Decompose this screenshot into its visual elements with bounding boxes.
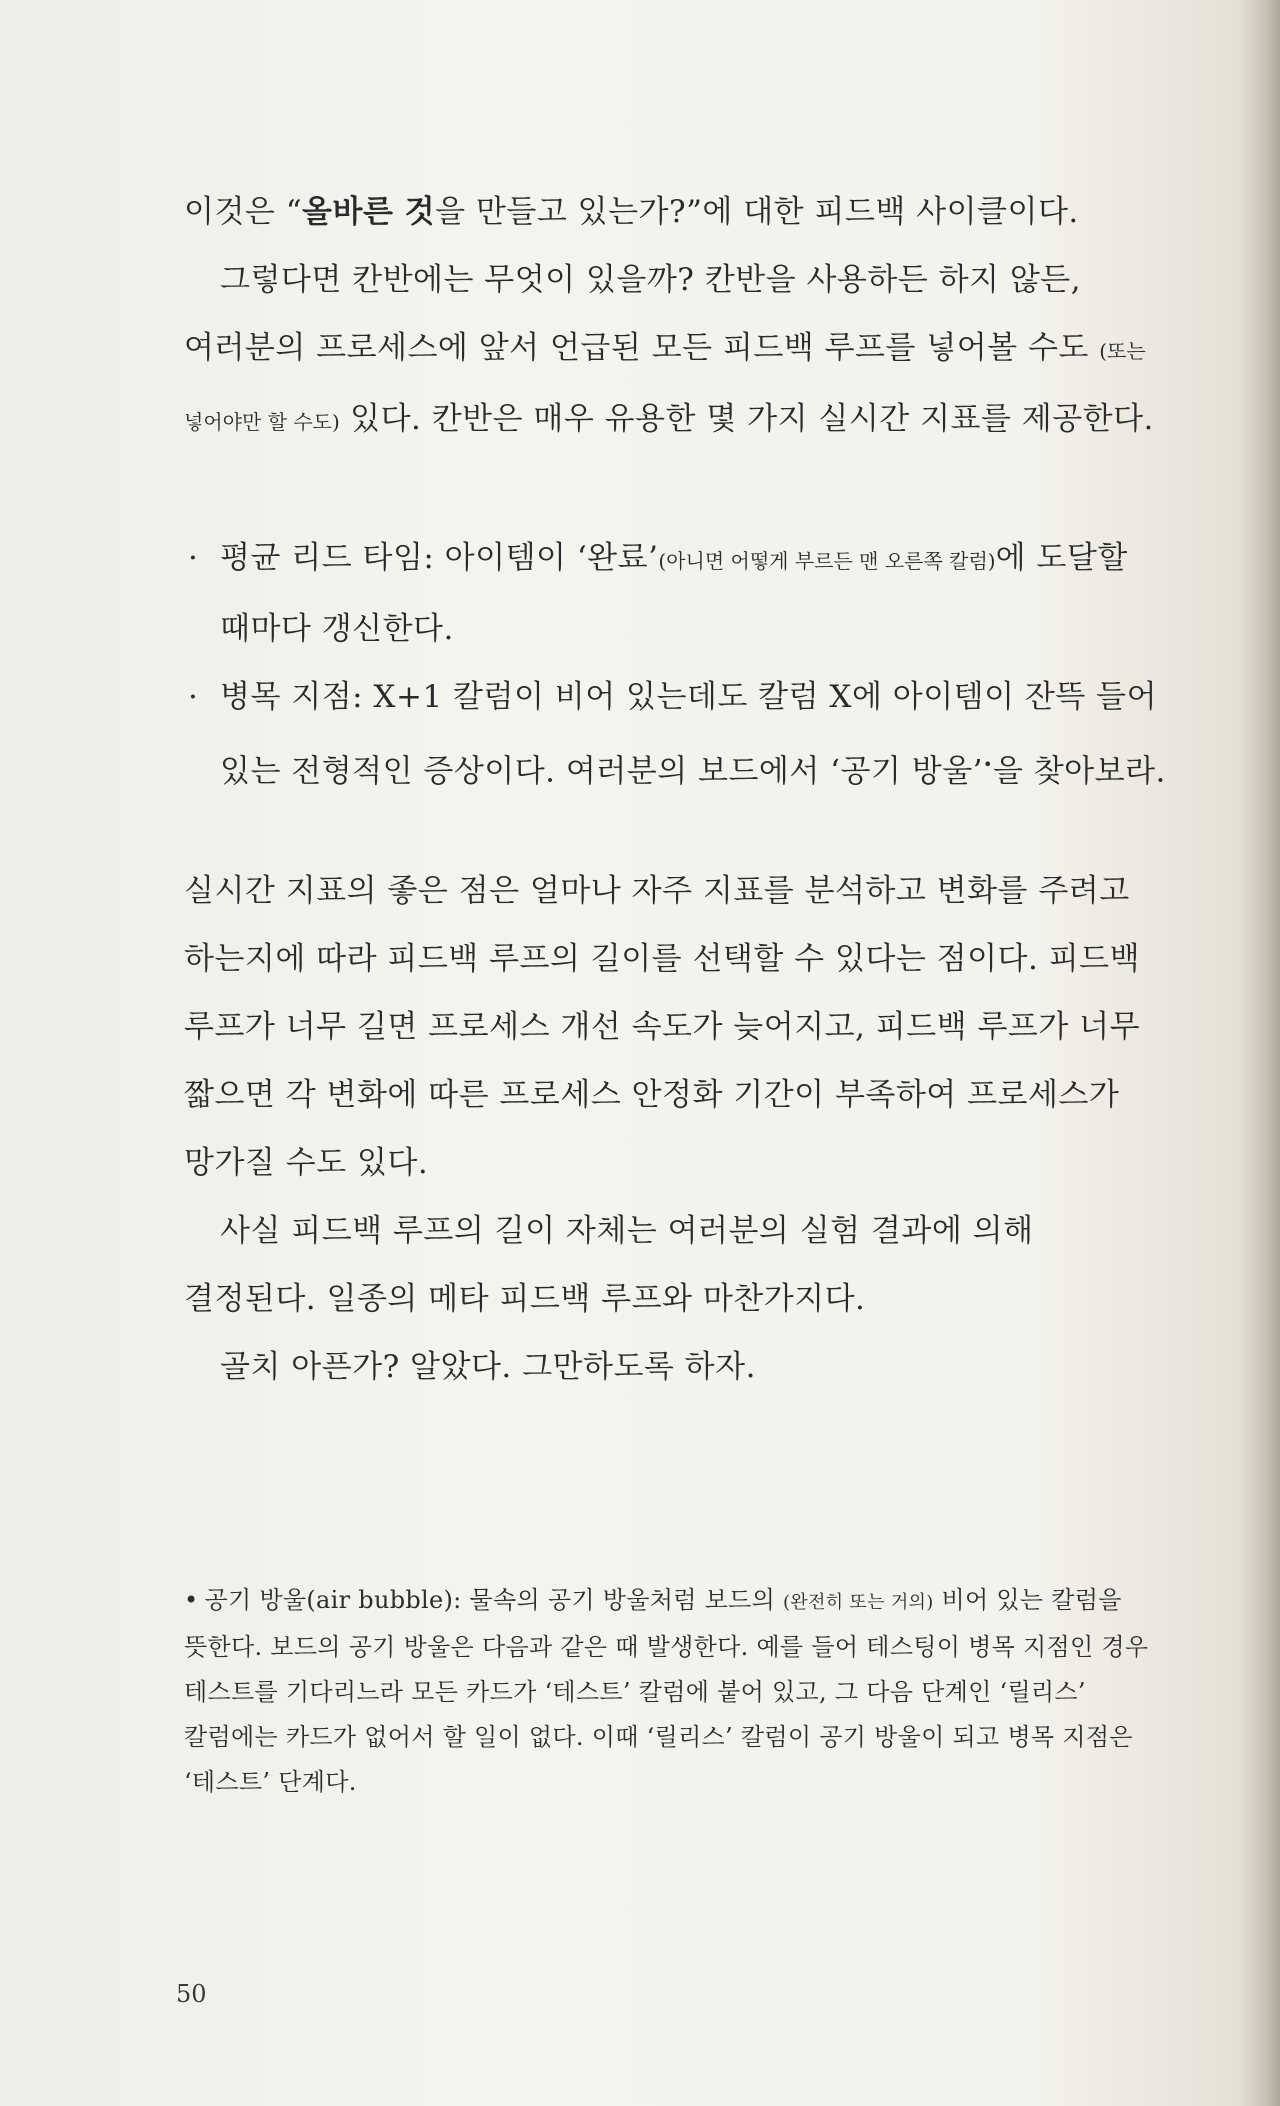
paragraph-1: 이것은 “올바른 것을 만들고 있는가?”에 대한 피드백 사이클이다. bbox=[184, 194, 1079, 230]
parenthetical-note: (또는 넣어야만 할 수도) bbox=[184, 339, 1146, 434]
body-text bbox=[184, 178, 1174, 1401]
footnote: • 공기 방울(air bubble): 물속의 공기 방울처럼 보드의 (완전히 또는 거의) 비어 있는 칼럼을 뜻한다. 보드의 공기 방울은 다음과 같은 때 발생한다. 예를 들어 테스팅이 병목 지점인 경우 테스트를 기다리느라 모든 카드가 ‘테스트’ 칼럼에 붙어 있고, 그 다음 단계인 ‘릴리스’ 칼럼에는 카드가 없어서 할 일이 없다. 이때 ‘릴리스’ 칼럼이 공기 방울이 되고 병목 지점은 ‘테스트’ 단계다. bbox=[184, 1586, 1149, 1796]
list-item-bottleneck: · 병목 지점: X+1 칼럼이 비어 있는데도 칼럼 X에 아이템이 잔뜩 들어 있는 전형적인 증상이다. 여러분의 보드에서 ‘공기 방울’•을 찾아보라. bbox=[184, 663, 1174, 805]
list-bullet: · bbox=[188, 540, 199, 576]
footnote-marker: • bbox=[983, 755, 993, 774]
list-bullet: · bbox=[188, 679, 199, 715]
page-edge-shadow bbox=[1240, 0, 1280, 2106]
list-item-lead-time: · 평균 리드 타임: 아이템이 ‘완료’(아니면 어떻게 부르든 맨 오른쪽 칼럼)에 도달할 때마다 갱신한다. bbox=[184, 524, 1174, 663]
paragraph-2: 그렇다면 칸반에는 무엇이 있을까? 칸반을 사용하든 하지 않든, 여러분의 프로세스에 앞서 언급된 모든 피드백 루프를 넣어볼 수도 (또는 넣어야만 할 수도) 있다. 칸반은 매우 유용한 몇 가지 실시간 지표를 제공한다. bbox=[184, 262, 1154, 437]
page-number: 50 bbox=[176, 1980, 207, 2008]
paragraph-4: 사실 피드백 루프의 길이 자체는 여러분의 실험 결과에 의해 결정된다. 일종의 메타 피드백 루프와 마찬가지다. bbox=[184, 1213, 1034, 1318]
paragraph-5: 골치 아픈가? 알았다. 그만하도록 하자. bbox=[220, 1349, 756, 1386]
footnote-bullet: • bbox=[184, 1586, 199, 1614]
metrics-list bbox=[184, 524, 1174, 805]
emphasis-text: 올바른 것 bbox=[302, 194, 436, 230]
paragraph-3: 실시간 지표의 좋은 점은 얼마나 자주 지표를 분석하고 변화를 주려고 하는지에 따라 피드백 루프의 길이를 선택할 수 있다는 점이다. 피드백 루프가 너무 길면 프로세스 개선 속도가 늦어지고, 피드백 루프가 너무 짧으면 각 변화에 따른 프로세스 안정화 기간이 부족하여 프로세스가 망가질 수도 있다. bbox=[184, 873, 1141, 1182]
